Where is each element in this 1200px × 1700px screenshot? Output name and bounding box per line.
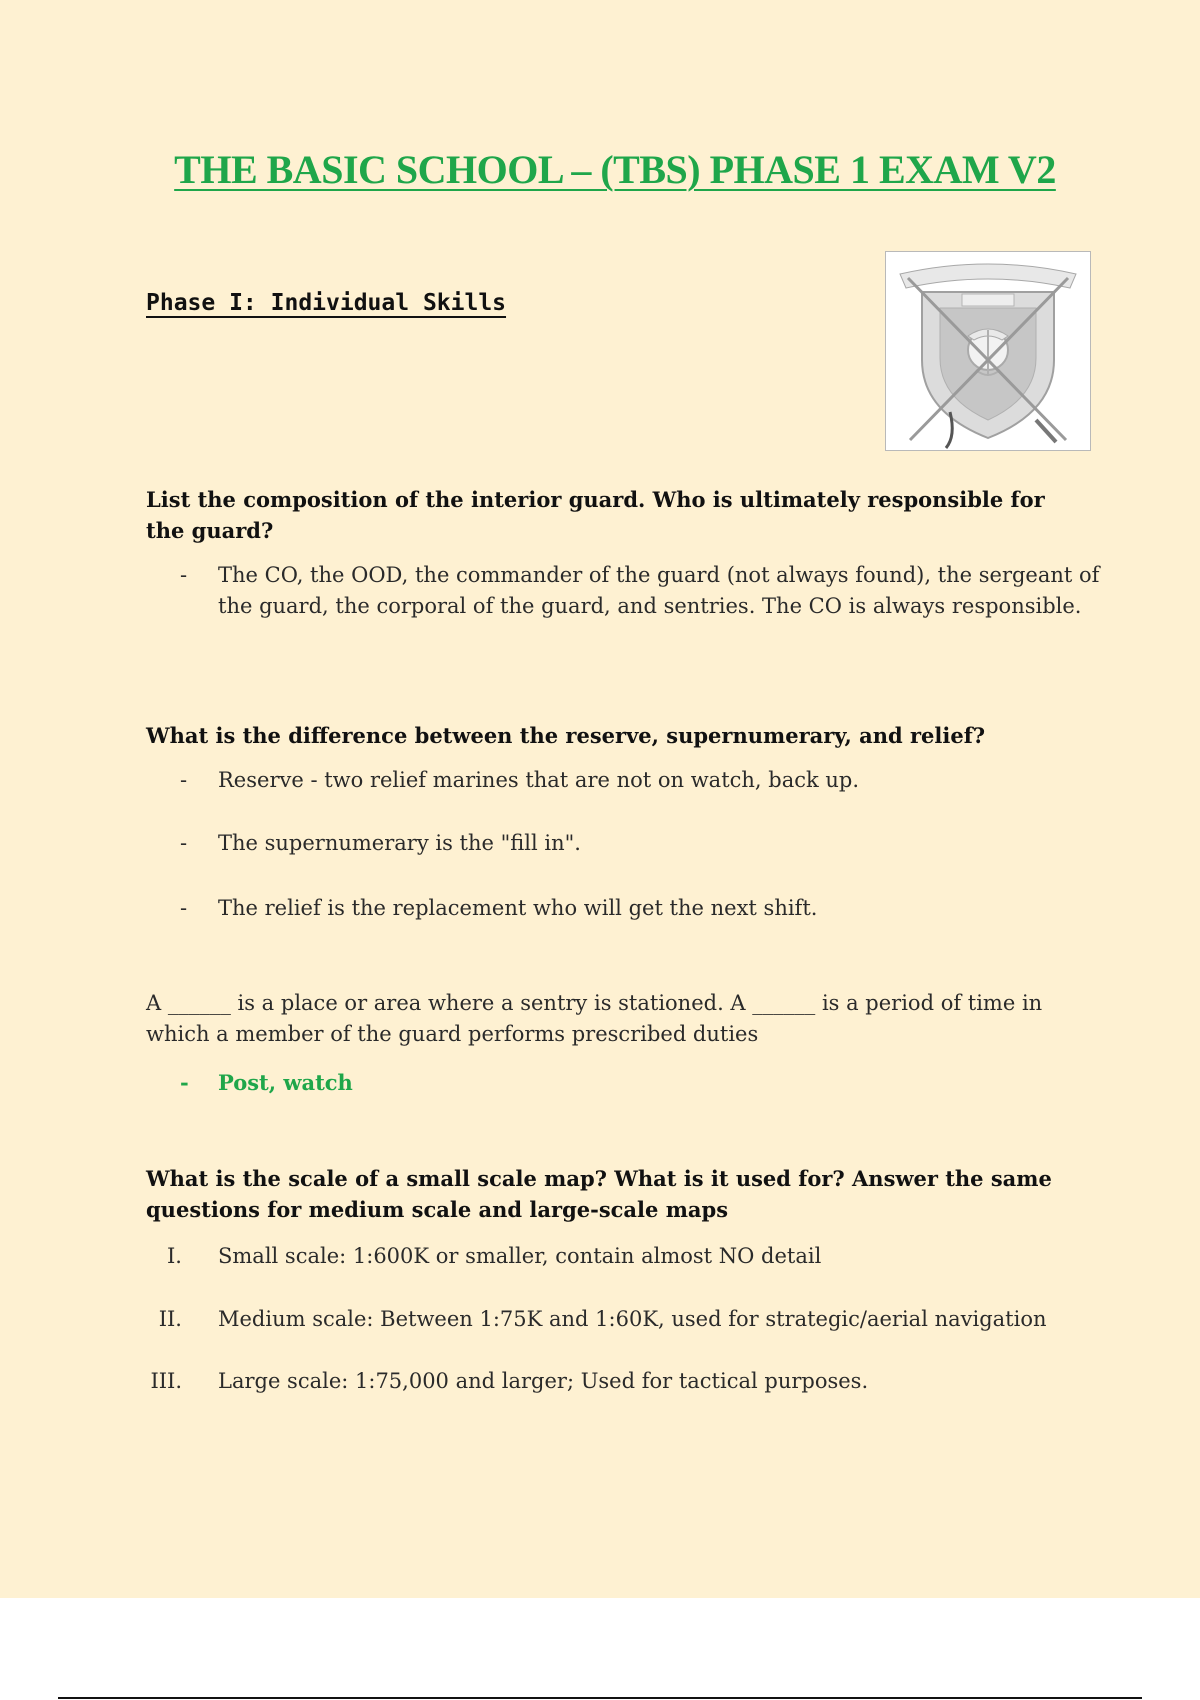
list-item: [146, 1067, 1106, 1098]
list-item: [146, 893, 1106, 924]
answer-text: Reserve - two relief marines that are not on watch, back up.: [218, 768, 860, 792]
answer-text: Medium scale: Between 1:75K and 1:60K, used for strategic/aerial navigation: [218, 1307, 1047, 1331]
list-item: [146, 560, 1106, 656]
list-marker: -: [180, 563, 188, 587]
list-marker: -: [180, 1070, 189, 1095]
list-marker: -: [180, 831, 188, 855]
question-reserve-supernumerary-relief: What is the difference between the reserve, supernumerary, and relief?: [146, 723, 986, 748]
list-item: [146, 1366, 1106, 1397]
document-title: THE BASIC SCHOOL – (TBS) PHASE 1 EXAM V2: [174, 147, 1056, 192]
list-marker: III.: [150, 1369, 182, 1393]
answer-text: Post, watch: [218, 1070, 353, 1095]
list-item: [146, 765, 1106, 796]
section-heading: Phase I: Individual Skills: [146, 290, 507, 316]
list-marker: -: [180, 768, 188, 792]
question-interior-guard: List the composition of the interior guard. Who is ultimately responsible for the guard?: [146, 487, 1045, 543]
answer-text: The supernumerary is the "fill in".: [218, 831, 581, 855]
list-marker: I.: [167, 1244, 182, 1268]
crest-emblem: [885, 251, 1091, 451]
answer-text: Large scale: 1:75,000 and larger; Used for tactical purposes.: [218, 1369, 869, 1393]
answer-text: The relief is the replacement who will get the next shift.: [218, 896, 818, 920]
footer-divider: [58, 1697, 1142, 1699]
list-item: [146, 828, 1106, 859]
fill-in-blank-question: A ______ is a place or area where a sentry is stationed. A ______ is a period of time in which a member of the guard performs prescribed duties: [146, 991, 1043, 1046]
answer-text: Small scale: 1:600K or smaller, contain almost NO detail: [218, 1244, 822, 1268]
the-basic-school-crest-icon: [886, 252, 1090, 450]
answer-text: The CO, the OOD, the commander of the guard (not always found), the sergeant of the guard, the corporal of the guard, and sentries. The CO is always responsible.: [218, 563, 1100, 618]
list-item: [146, 1241, 1106, 1272]
question-map-scale: What is the scale of a small scale map? What is it used for? Answer the same questions for medium scale and large-scale maps: [146, 1166, 1052, 1222]
list-item: [146, 1304, 1106, 1335]
list-marker: -: [180, 896, 188, 920]
list-marker: II.: [158, 1307, 182, 1331]
